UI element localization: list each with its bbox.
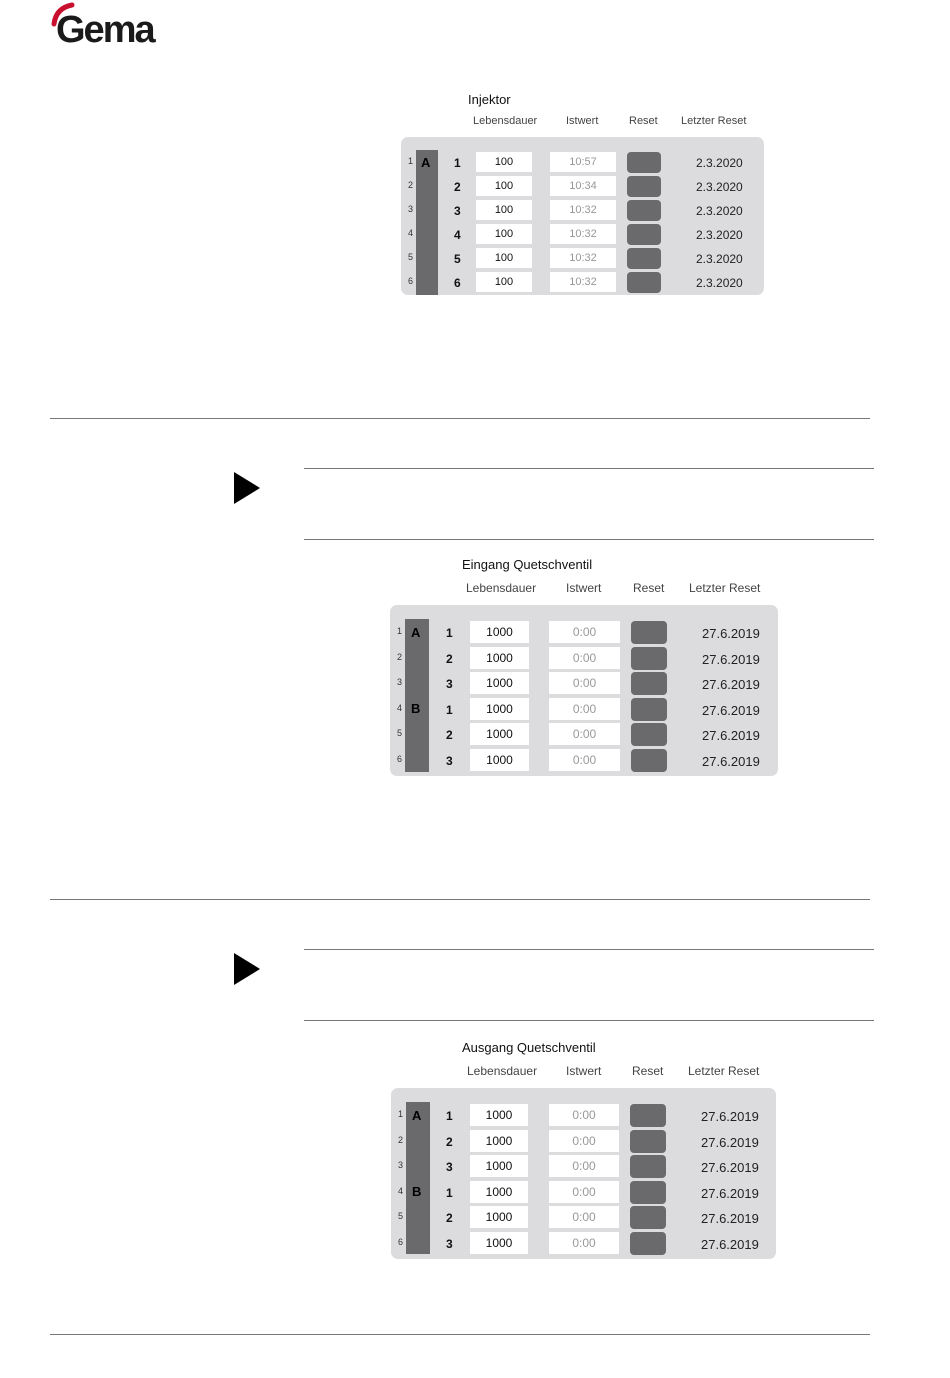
reset-button[interactable] bbox=[630, 1104, 666, 1127]
actual-value-field: 0:00 bbox=[549, 749, 620, 771]
lifetime-input[interactable]: 1000 bbox=[470, 1206, 528, 1228]
row-index: 6 bbox=[408, 276, 414, 286]
group-label: A bbox=[421, 155, 431, 170]
last-reset-date: 27.6.2019 bbox=[701, 1186, 759, 1201]
actual-value-field: 0:00 bbox=[549, 698, 620, 720]
lifetime-input[interactable]: 1000 bbox=[470, 621, 529, 643]
col-header-life: Lebensdauer bbox=[466, 581, 537, 595]
actual-value-field: 10:32 bbox=[550, 248, 616, 268]
last-reset-date: 2.3.2020 bbox=[696, 276, 743, 290]
row-number: 1 bbox=[446, 1186, 453, 1200]
actual-value-field: 0:00 bbox=[549, 1130, 619, 1152]
actual-value-field: 0:00 bbox=[549, 1181, 619, 1203]
play-arrow-icon bbox=[234, 953, 260, 985]
section-divider bbox=[50, 418, 870, 419]
group-label: B bbox=[412, 1184, 422, 1199]
group-bar bbox=[405, 619, 429, 772]
actual-value-field: 0:00 bbox=[549, 1206, 619, 1228]
last-reset-date: 27.6.2019 bbox=[702, 677, 760, 692]
reset-button[interactable] bbox=[631, 672, 667, 695]
col-header-actual: Istwert bbox=[566, 1064, 602, 1078]
last-reset-date: 27.6.2019 bbox=[701, 1135, 759, 1150]
instruction-rule-bottom bbox=[304, 1020, 874, 1021]
col-header-life: Lebensdauer bbox=[467, 1064, 538, 1078]
reset-button[interactable] bbox=[630, 1155, 666, 1178]
group-bar bbox=[416, 150, 438, 295]
panel-title: Injektor bbox=[468, 92, 511, 107]
reset-button[interactable] bbox=[627, 272, 661, 293]
lifetime-input[interactable]: 100 bbox=[476, 272, 532, 292]
row-index: 2 bbox=[398, 1135, 404, 1145]
row-index: 2 bbox=[408, 180, 414, 190]
instruction-rule-bottom bbox=[304, 539, 874, 540]
actual-value-field: 10:32 bbox=[550, 272, 616, 292]
row-number: 5 bbox=[454, 252, 461, 266]
last-reset-date: 27.6.2019 bbox=[701, 1237, 759, 1252]
actual-value-field: 0:00 bbox=[549, 723, 620, 745]
col-header-reset: Reset bbox=[632, 1064, 664, 1078]
row-number: 3 bbox=[446, 677, 453, 691]
row-index: 6 bbox=[397, 754, 403, 764]
row-number: 1 bbox=[446, 1109, 453, 1123]
play-arrow-icon bbox=[234, 472, 260, 504]
group-label: A bbox=[411, 625, 421, 640]
actual-value-field: 0:00 bbox=[549, 672, 620, 694]
col-header-reset: Reset bbox=[629, 115, 658, 127]
lifetime-input[interactable]: 100 bbox=[476, 176, 532, 196]
row-number: 6 bbox=[454, 276, 461, 290]
row-index: 5 bbox=[398, 1211, 404, 1221]
col-header-last-reset: Letzter Reset bbox=[689, 581, 761, 595]
actual-value-field: 0:00 bbox=[549, 647, 620, 669]
lifetime-input[interactable]: 100 bbox=[476, 224, 532, 244]
lifetime-input[interactable]: 1000 bbox=[470, 1155, 528, 1177]
lifetime-input[interactable]: 1000 bbox=[470, 723, 529, 745]
reset-button[interactable] bbox=[631, 621, 667, 644]
row-number: 3 bbox=[446, 754, 453, 768]
last-reset-date: 27.6.2019 bbox=[701, 1109, 759, 1124]
row-index: 4 bbox=[398, 1186, 404, 1196]
row-index: 1 bbox=[408, 156, 414, 166]
reset-button[interactable] bbox=[627, 224, 661, 245]
instruction-rule-top bbox=[304, 468, 874, 469]
row-index: 1 bbox=[397, 626, 403, 636]
row-number: 3 bbox=[454, 204, 461, 218]
lifetime-input[interactable]: 1000 bbox=[470, 1104, 528, 1126]
last-reset-date: 27.6.2019 bbox=[702, 754, 760, 769]
gema-logo bbox=[50, 2, 170, 50]
last-reset-date: 27.6.2019 bbox=[702, 626, 760, 641]
lifetime-input[interactable]: 1000 bbox=[470, 1181, 528, 1203]
row-number: 1 bbox=[446, 703, 453, 717]
last-reset-date: 27.6.2019 bbox=[701, 1160, 759, 1175]
row-index: 3 bbox=[398, 1160, 404, 1170]
actual-value-field: 10:34 bbox=[550, 176, 616, 196]
group-label: B bbox=[411, 701, 421, 716]
last-reset-date: 2.3.2020 bbox=[696, 204, 743, 218]
instruction-rule-top bbox=[304, 949, 874, 950]
row-number: 3 bbox=[446, 1160, 453, 1174]
lifetime-input[interactable]: 1000 bbox=[470, 698, 529, 720]
actual-value-field: 10:57 bbox=[550, 152, 616, 172]
actual-value-field: 10:32 bbox=[550, 224, 616, 244]
last-reset-date: 27.6.2019 bbox=[701, 1211, 759, 1226]
actual-value-field: 0:00 bbox=[549, 621, 620, 643]
row-number: 2 bbox=[446, 728, 453, 742]
last-reset-date: 2.3.2020 bbox=[696, 180, 743, 194]
logo-text: Gema bbox=[56, 9, 154, 51]
lifetime-input[interactable]: 100 bbox=[476, 200, 532, 220]
lifetime-input[interactable]: 1000 bbox=[470, 647, 529, 669]
actual-value-field: 0:00 bbox=[549, 1104, 619, 1126]
reset-button[interactable] bbox=[627, 200, 661, 221]
row-number: 1 bbox=[446, 626, 453, 640]
reset-button[interactable] bbox=[631, 749, 667, 772]
row-index: 5 bbox=[397, 728, 403, 738]
row-number: 2 bbox=[446, 1135, 453, 1149]
panel-title: Ausgang Quetschventil bbox=[462, 1040, 596, 1055]
row-number: 4 bbox=[454, 228, 461, 242]
row-number: 3 bbox=[446, 1237, 453, 1251]
row-number: 2 bbox=[446, 1211, 453, 1225]
lifetime-input[interactable]: 1000 bbox=[470, 749, 529, 771]
reset-button[interactable] bbox=[631, 647, 667, 670]
last-reset-date: 2.3.2020 bbox=[696, 156, 743, 170]
row-index: 3 bbox=[397, 677, 403, 687]
col-header-last-reset: Letzter Reset bbox=[681, 115, 747, 127]
group-label: A bbox=[412, 1108, 422, 1123]
row-number: 2 bbox=[454, 180, 461, 194]
page-footer-rule bbox=[50, 1334, 870, 1335]
col-header-reset: Reset bbox=[633, 581, 665, 595]
reset-button[interactable] bbox=[630, 1206, 666, 1229]
col-header-life: Lebensdauer bbox=[473, 115, 538, 127]
reset-button[interactable] bbox=[631, 723, 667, 746]
col-header-actual: Istwert bbox=[566, 115, 599, 127]
row-number: 1 bbox=[454, 156, 461, 170]
actual-value-field: 10:32 bbox=[550, 200, 616, 220]
last-reset-date: 2.3.2020 bbox=[696, 252, 743, 266]
row-index: 6 bbox=[398, 1237, 404, 1247]
lifetime-input[interactable]: 1000 bbox=[470, 1130, 528, 1152]
col-header-actual: Istwert bbox=[566, 581, 602, 595]
reset-button[interactable] bbox=[627, 248, 661, 269]
row-number: 2 bbox=[446, 652, 453, 666]
panel-title: Eingang Quetschventil bbox=[462, 557, 593, 572]
last-reset-date: 27.6.2019 bbox=[702, 728, 760, 743]
reset-button[interactable] bbox=[630, 1181, 666, 1204]
actual-value-field: 0:00 bbox=[549, 1155, 619, 1177]
lifetime-input[interactable]: 1000 bbox=[470, 1232, 528, 1254]
lifetime-input[interactable]: 100 bbox=[476, 248, 532, 268]
row-index: 4 bbox=[408, 228, 414, 238]
reset-button[interactable] bbox=[627, 152, 661, 173]
reset-button[interactable] bbox=[630, 1232, 666, 1255]
last-reset-date: 2.3.2020 bbox=[696, 228, 743, 242]
last-reset-date: 27.6.2019 bbox=[702, 652, 760, 667]
lifetime-input[interactable]: 100 bbox=[476, 152, 532, 172]
row-index: 4 bbox=[397, 703, 403, 713]
last-reset-date: 27.6.2019 bbox=[702, 703, 760, 718]
col-header-last-reset: Letzter Reset bbox=[688, 1064, 760, 1078]
row-index: 2 bbox=[397, 652, 403, 662]
lifetime-input[interactable]: 1000 bbox=[470, 672, 529, 694]
group-bar bbox=[406, 1102, 430, 1254]
reset-button[interactable] bbox=[630, 1130, 666, 1153]
reset-button[interactable] bbox=[627, 176, 661, 197]
reset-button[interactable] bbox=[631, 698, 667, 721]
section-divider bbox=[50, 899, 870, 900]
row-index: 1 bbox=[398, 1109, 404, 1119]
actual-value-field: 0:00 bbox=[549, 1232, 619, 1254]
row-index: 5 bbox=[408, 252, 414, 262]
row-index: 3 bbox=[408, 204, 414, 214]
